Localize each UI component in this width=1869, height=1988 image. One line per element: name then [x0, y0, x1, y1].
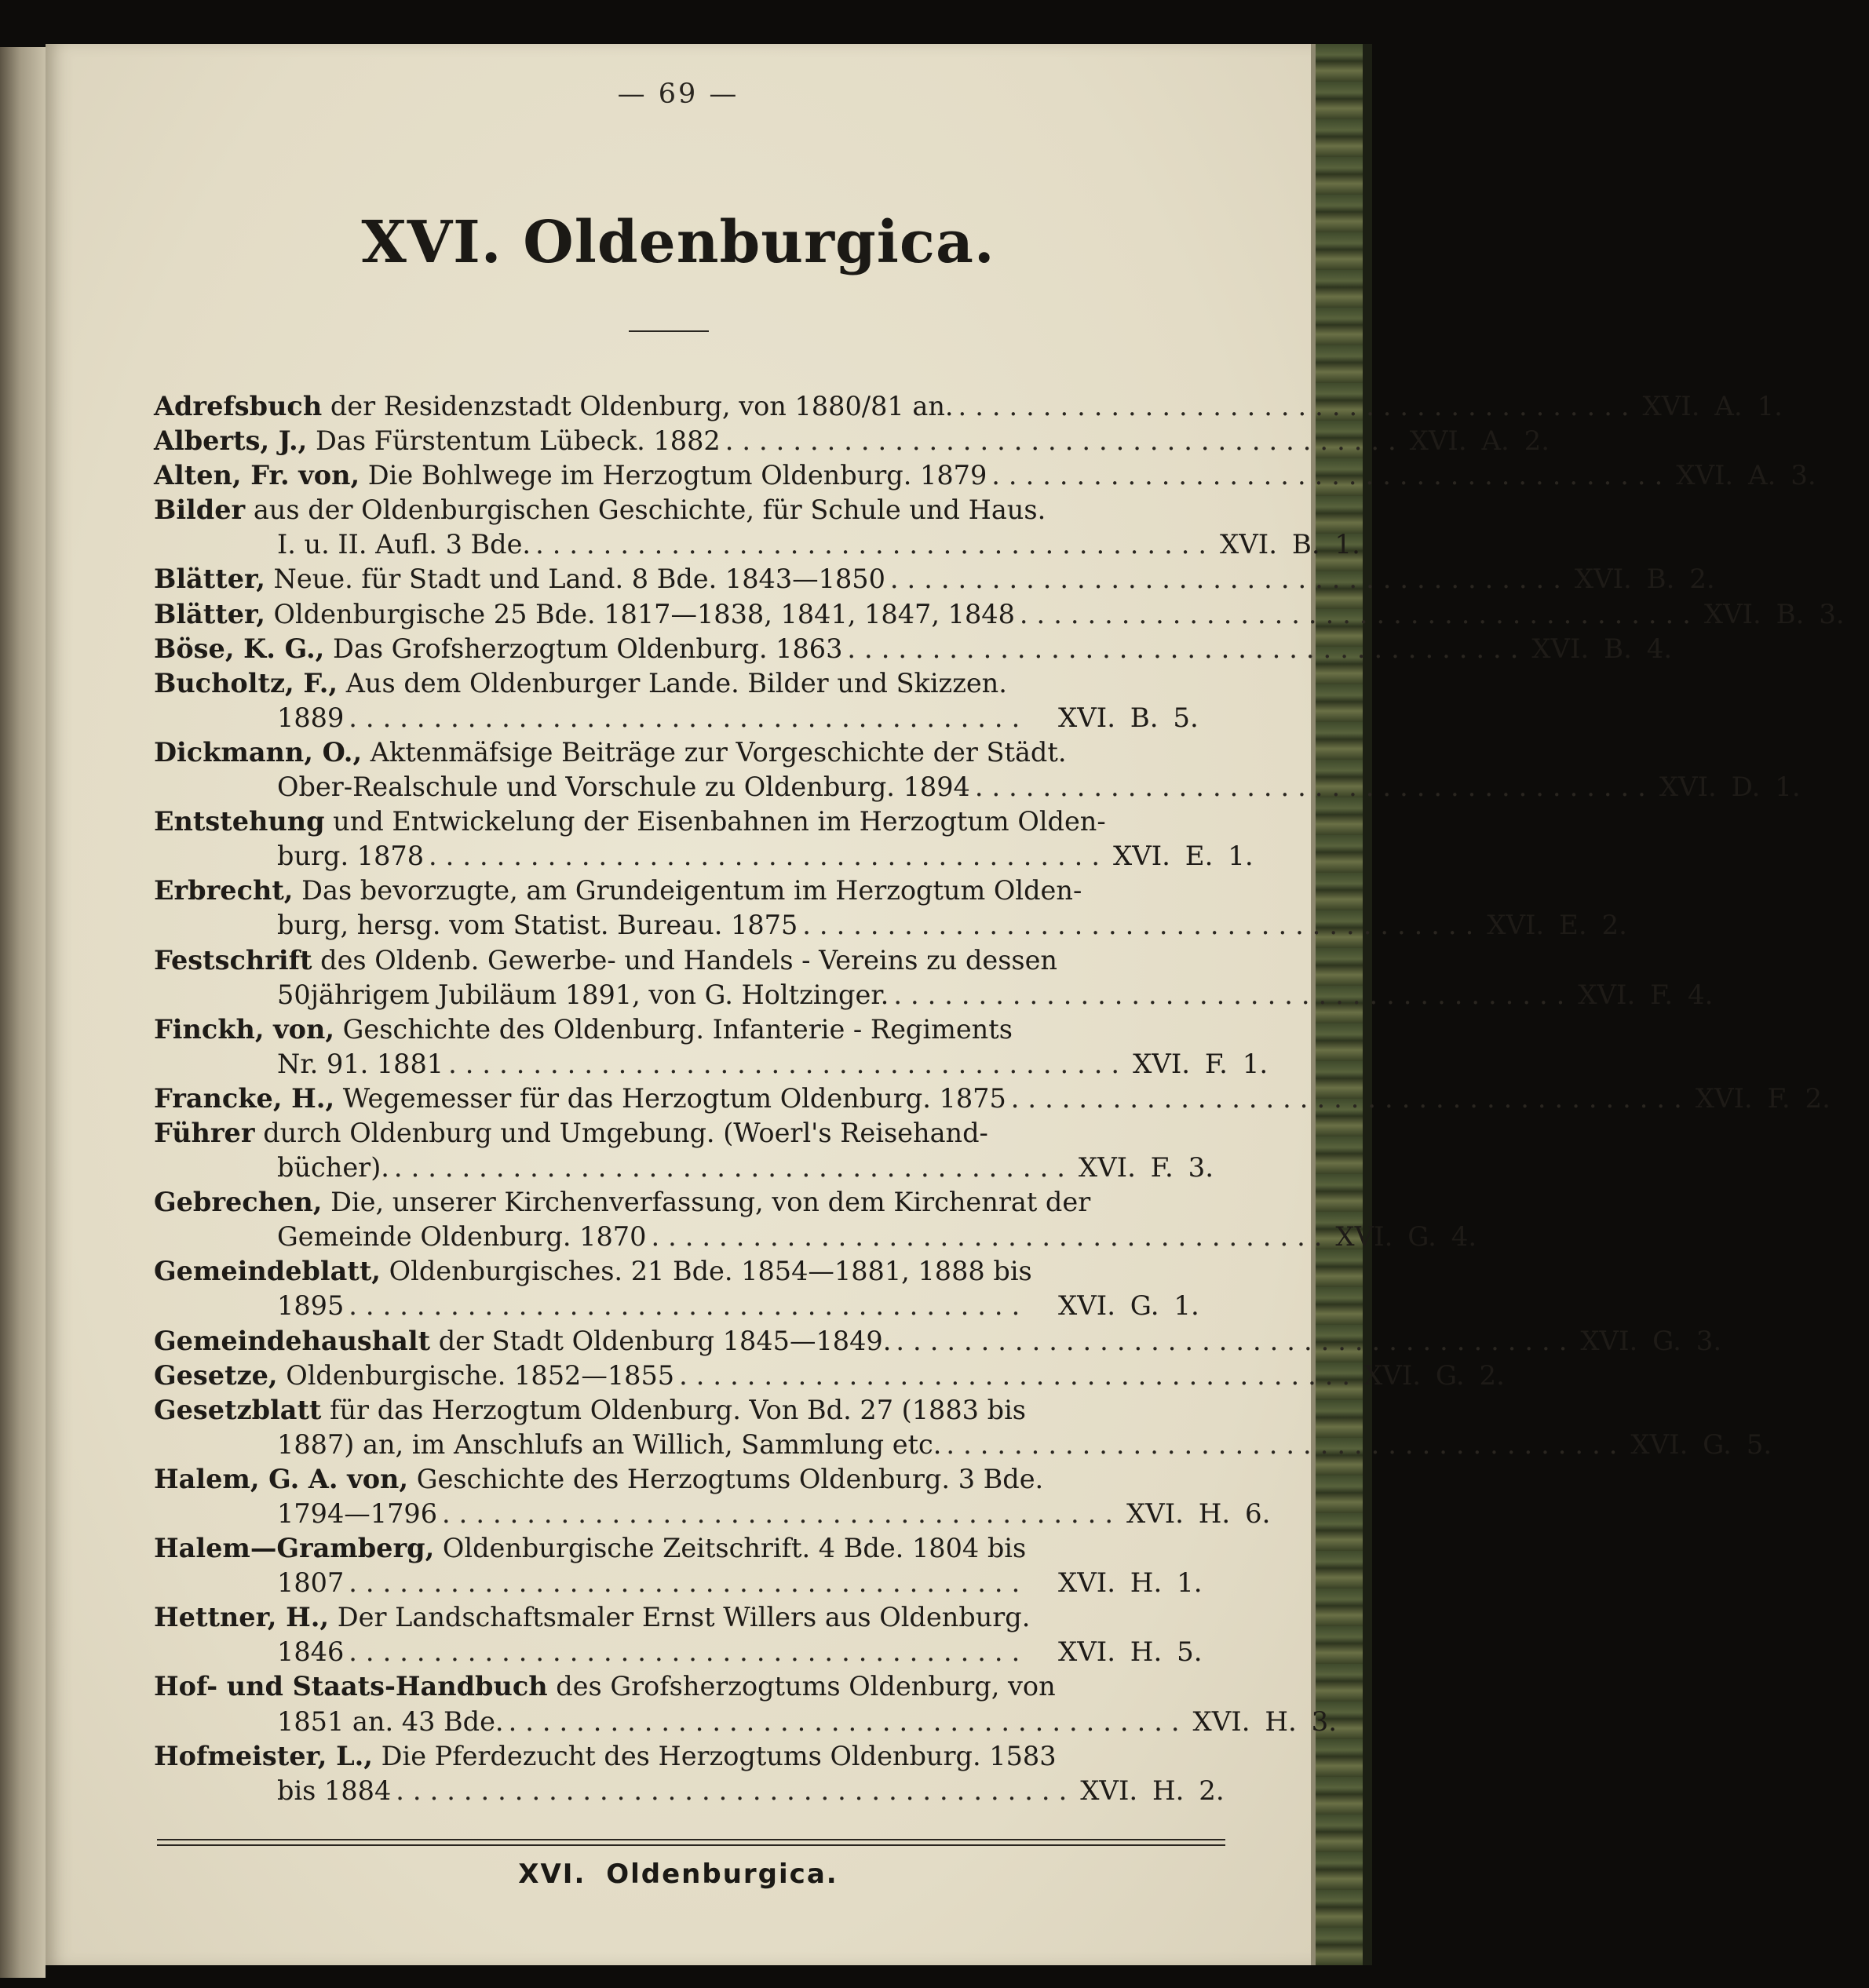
entry-first-line: [154, 1116, 1223, 1151]
shelf-signature: XVI. H. 3.: [1192, 1705, 1338, 1738]
entry-text: [154, 1082, 1006, 1116]
entry-description: des Grofsherzogtums Oldenburg, von: [556, 1671, 1056, 1702]
shelf-signature: XVI. A. 2.: [1409, 425, 1550, 458]
adjacent-page-edge: [0, 47, 46, 1978]
entry-description: Das Fürstentum Lübeck. 1882: [316, 425, 721, 457]
entry-text: [277, 770, 970, 804]
catalogue-entry: [154, 1012, 1269, 1082]
shelf-signature: XVI. H. 5.: [1058, 1636, 1203, 1669]
entry-first-line: [154, 666, 1223, 701]
leader-dots: ........................................: [725, 425, 1405, 457]
entry-text: [277, 1220, 646, 1254]
entry-lemma: Blätter,: [154, 598, 265, 629]
entry-description: für das Herzogtum Oldenburg. Von Bd. 27 (1883 bis: [330, 1394, 1026, 1425]
catalogue-entry: [154, 458, 1816, 493]
leader-dots: ........................................: [396, 1775, 1076, 1806]
page-number: — 69 —: [617, 78, 739, 110]
entry-text: [277, 839, 424, 874]
catalogue-entry: [154, 1185, 1477, 1254]
entry-lemma: Gesetzblatt: [154, 1394, 322, 1425]
entry-continuation-line: [154, 1220, 1477, 1254]
shelf-signature: XVI. A. 1.: [1642, 391, 1783, 422]
leader-dots: ........................................: [535, 529, 1216, 560]
entry-description: Die, unserer Kirchenverfassung, von dem Kirchenrat der: [330, 1187, 1091, 1218]
entry-description: Die Pferdezucht des Herzogtums Oldenburg. 1583: [381, 1740, 1057, 1771]
leader-dots: ........................................: [1010, 1082, 1691, 1114]
entry-lemma: Adrefsbuch: [154, 391, 323, 421]
entry-description: 1889: [277, 702, 345, 733]
entry-continuation-line: [154, 527, 1360, 562]
shelf-signature: XVI. F. 4.: [1578, 979, 1714, 1011]
entry-description: 1794—1796: [277, 1498, 438, 1529]
entry-continuation-line: [154, 1151, 1223, 1185]
leader-dots: ........................................: [946, 1428, 1626, 1460]
catalogue-entry: [154, 493, 1360, 562]
entry-lemma: Hettner, H.,: [154, 1602, 330, 1633]
entry-lemma: Hofmeister, L.,: [154, 1740, 373, 1771]
entry-text: [154, 493, 1046, 527]
entry-description: Geschichte des Oldenburg. Infanterie - Regiments: [342, 1013, 1013, 1045]
catalogue-entry: [154, 666, 1223, 735]
entry-continuation-line: [154, 839, 1254, 874]
leader-dots: ........................................: [802, 910, 1483, 941]
leader-dots: ........................................: [349, 1636, 1029, 1668]
entry-first-line: [154, 1359, 1505, 1393]
entry-description: 1807: [277, 1567, 345, 1599]
entry-first-line: [154, 597, 1845, 632]
entry-description: Geschichte des Herzogtums Oldenburg. 3 Bde.: [416, 1463, 1044, 1494]
shelf-signature: XVI. G. 4.: [1335, 1221, 1477, 1253]
entry-first-line: [154, 1012, 1223, 1047]
entry-continuation-line: [154, 1428, 1772, 1462]
entry-text: [154, 424, 721, 458]
entry-lemma: Führer: [154, 1117, 255, 1148]
entry-first-line: [154, 632, 1673, 666]
entry-text: [277, 527, 531, 562]
entry-lemma: Halem—Gramberg,: [154, 1533, 435, 1564]
entry-text: [154, 1600, 1030, 1635]
entry-text: [154, 735, 1066, 770]
entry-description: Gemeinde Oldenburg. 1870: [277, 1221, 647, 1253]
catalogue-entry: [154, 1462, 1271, 1531]
entry-continuation-line: [154, 770, 1801, 804]
entry-lemma: Halem, G. A. von,: [154, 1463, 409, 1494]
shelf-signature: XVI. B. 2.: [1574, 564, 1715, 596]
entry-description: Aktenmäfsige Beiträge zur Vorgeschichte der Städt.: [370, 736, 1067, 768]
entry-lemma: Gemeindeblatt,: [154, 1256, 381, 1287]
entry-description: bücher).: [277, 1152, 389, 1184]
shelf-signature: XVI. F. 1.: [1133, 1048, 1269, 1080]
entry-text: [154, 1531, 1026, 1566]
entry-first-line: [154, 1185, 1223, 1220]
leader-dots: ........................................: [958, 391, 1638, 421]
entry-lemma: Gebrechen,: [154, 1187, 323, 1218]
entry-continuation-line: [154, 978, 1714, 1012]
shelf-signature: XVI. H. 2.: [1080, 1775, 1225, 1807]
entry-description: Oldenburgisches. 21 Bde. 1854—1881, 1888 bis: [389, 1256, 1032, 1287]
entry-text: [277, 1428, 941, 1462]
catalogue-entry: [154, 1531, 1223, 1600]
entry-description: Oldenburgische 25 Bde. 1817—1838, 1841, 1847, 1848: [273, 598, 1015, 629]
entry-first-line: [154, 943, 1223, 978]
catalogue-entry: [154, 1600, 1223, 1669]
leader-dots: ........................................: [349, 1290, 1029, 1322]
entry-first-line: [154, 1739, 1223, 1774]
heading-rule: [629, 330, 709, 332]
entry-text: [154, 1254, 1032, 1289]
catalogue-entries: [154, 389, 1845, 1808]
entry-lemma: Gesetze,: [154, 1359, 278, 1391]
entry-description: 1851 an. 43 Bde.: [277, 1705, 504, 1737]
leader-dots: ........................................: [889, 564, 1570, 595]
entry-text: [154, 389, 954, 424]
entry-lemma: Gemeindehaushalt: [154, 1325, 431, 1356]
catalogue-entry: [154, 735, 1801, 804]
shelf-signature: XVI. D. 1.: [1659, 771, 1801, 804]
entry-text: [154, 1116, 988, 1151]
entry-text: [154, 1393, 1026, 1428]
entry-text: [154, 1462, 1043, 1497]
entry-text: [154, 804, 1106, 839]
entry-lemma: Francke, H.,: [154, 1082, 335, 1114]
entry-description: burg. 1878: [277, 841, 425, 872]
entry-text: [154, 1012, 1013, 1047]
entry-text: [277, 1705, 504, 1739]
shelf-signature: XVI. E. 1.: [1112, 841, 1254, 873]
entry-text: [154, 597, 1015, 632]
entry-first-line: [154, 458, 1816, 493]
entry-lemma: Bucholtz, F.,: [154, 667, 338, 699]
catalogue-entry: [154, 874, 1627, 943]
entry-text: [277, 1497, 437, 1531]
leader-dots: ........................................: [448, 1048, 1129, 1079]
entry-text: [277, 1047, 444, 1082]
entry-first-line: [154, 1393, 1223, 1428]
entry-description: Das bevorzugte, am Grundeigentum im Herzogtum Olden-: [301, 875, 1082, 906]
entry-first-line: [154, 424, 1550, 458]
entry-description: 1846: [277, 1636, 345, 1668]
shelf-signature: XVI. G. 2.: [1363, 1359, 1505, 1392]
entry-description: 1887) an, im Anschlufs an Willich, Sammlung etc.: [277, 1428, 942, 1460]
leader-dots: ........................................: [429, 841, 1108, 872]
entry-text: [277, 1635, 344, 1669]
entry-text: [277, 1289, 344, 1323]
leader-dots: ........................................: [896, 1325, 1576, 1356]
entry-first-line: [154, 1531, 1223, 1566]
entry-description: Aus dem Oldenburger Lande. Bilder und Skizzen.: [345, 667, 1007, 699]
catalogue-entry: [154, 1359, 1505, 1393]
catalogue-entry: [154, 1324, 1722, 1359]
entry-description: Der Landschaftsmaler Ernst Willers aus Oldenburg.: [337, 1602, 1031, 1633]
book-page: [46, 44, 1845, 1965]
entry-lemma: Entstehung: [154, 806, 325, 837]
entry-description: der Residenzstadt Oldenburg, von 1880/81 an.: [330, 391, 954, 421]
catalogue-entry: [154, 1254, 1223, 1323]
entry-continuation-line: [154, 1047, 1269, 1082]
entry-lemma: Alberts, J.,: [154, 425, 308, 457]
entry-text: [154, 1739, 1057, 1774]
leader-dots: ........................................: [508, 1705, 1188, 1737]
entry-text: [154, 874, 1082, 908]
entry-description: Nr. 91. 1881: [277, 1048, 444, 1079]
entry-text: [277, 978, 889, 1012]
entry-first-line: [154, 874, 1223, 908]
shelf-signature: XVI. E. 2.: [1487, 910, 1627, 942]
entry-lemma: Festschrift: [154, 944, 312, 976]
footer-rule: [157, 1839, 1225, 1846]
entry-text: [154, 666, 1007, 701]
entry-description: bis 1884: [277, 1775, 392, 1806]
entry-description: Die Bohlwege im Herzogtum Oldenburg. 1879: [367, 460, 987, 491]
entry-first-line: [154, 735, 1223, 770]
entry-first-line: [154, 1462, 1223, 1497]
entry-first-line: [154, 562, 1715, 596]
leader-dots: ........................................: [349, 702, 1029, 733]
entry-text: [154, 632, 842, 666]
entry-continuation-line: [154, 1705, 1338, 1739]
entry-first-line: [154, 389, 1783, 424]
entry-text: [154, 1669, 1056, 1704]
catalogue-entry: [154, 1739, 1223, 1808]
leader-dots: ........................................: [442, 1498, 1122, 1529]
entry-description: 50jährigem Jubiläum 1891, von G. Holtzinger.: [277, 979, 889, 1010]
entry-description: Neue. für Stadt und Land. 8 Bde. 1843—1850: [273, 564, 885, 595]
entry-text: [277, 908, 798, 943]
entry-description: Wegemesser für das Herzogtum Oldenburg. 1875: [342, 1082, 1006, 1114]
leader-dots: ........................................: [651, 1221, 1331, 1253]
entry-continuation-line: [154, 1774, 1223, 1808]
entry-lemma: Bilder: [154, 494, 246, 526]
entry-text: [154, 562, 885, 596]
entry-description: Ober-Realschule und Vorschule zu Oldenburg. 1894: [277, 771, 970, 803]
entry-lemma: Böse, K. G.,: [154, 633, 325, 664]
shelf-signature: XVI. G. 5.: [1630, 1428, 1772, 1461]
entry-text: [277, 1566, 344, 1600]
entry-text: [154, 1324, 891, 1359]
leader-dots: ........................................: [349, 1567, 1029, 1599]
entry-description: Oldenburgische. 1852—1855: [286, 1359, 675, 1391]
entry-first-line: [154, 804, 1223, 839]
entry-first-line: [154, 1669, 1223, 1704]
shelf-signature: XVI. F. 2.: [1695, 1082, 1831, 1114]
entry-lemma: Alten, Fr. von,: [154, 460, 360, 491]
running-footer: XVI. Oldenburgica.: [518, 1859, 838, 1890]
entry-text: [277, 1151, 389, 1185]
shelf-signature: XVI. H. 1.: [1058, 1567, 1203, 1600]
entry-description: des Oldenb. Gewerbe- und Handels - Vereins zu dessen: [320, 944, 1057, 976]
leader-dots: ........................................: [893, 979, 1574, 1010]
shelf-signature: XVI. G. 3.: [1580, 1325, 1722, 1357]
entry-description: Oldenburgische Zeitschrift. 4 Bde. 1804 bis: [442, 1533, 1027, 1564]
catalogue-entry: [154, 1669, 1338, 1738]
shelf-signature: XVI. G. 1.: [1058, 1290, 1199, 1322]
entry-description: der Stadt Oldenburg 1845—1849.: [438, 1325, 892, 1356]
leader-dots: ........................................: [847, 633, 1528, 664]
entry-first-line: [154, 1082, 1831, 1116]
entry-text: [154, 1359, 674, 1393]
entry-continuation-line: [154, 1566, 1223, 1600]
entry-continuation-line: [154, 701, 1223, 735]
leader-dots: ........................................: [393, 1152, 1074, 1184]
catalogue-entry: [154, 562, 1715, 596]
catalogue-entry: [154, 943, 1714, 1012]
shelf-signature: XVI. B. 5.: [1058, 702, 1199, 734]
entry-lemma: Hof- und Staats-Handbuch: [154, 1671, 548, 1702]
shelf-signature: XVI. F. 3.: [1078, 1152, 1214, 1184]
entry-text: [277, 701, 344, 735]
leader-dots: ........................................: [974, 771, 1655, 803]
entry-first-line: [154, 1254, 1223, 1289]
shelf-signature: XVI. A. 3.: [1676, 460, 1816, 492]
entry-description: durch Oldenburg und Umgebung. (Woerl's Reisehand-: [263, 1117, 988, 1148]
entry-first-line: [154, 1600, 1223, 1635]
shelf-signature: XVI. H. 6.: [1126, 1498, 1271, 1530]
entry-lemma: Dickmann, O.,: [154, 736, 363, 768]
catalogue-entry: [154, 632, 1673, 666]
entry-description: aus der Oldenburgischen Geschichte, für Schule und Haus.: [253, 494, 1046, 526]
catalogue-entry: [154, 804, 1254, 874]
entry-description: Das Grofsherzogtum Oldenburg. 1863: [333, 633, 843, 664]
entry-text: [154, 943, 1057, 978]
entry-first-line: [154, 1324, 1722, 1359]
catalogue-entry: [154, 1082, 1831, 1116]
entry-lemma: Blätter,: [154, 564, 265, 595]
catalogue-entry: [154, 424, 1550, 458]
entry-continuation-line: [154, 1497, 1271, 1531]
entry-text: [154, 458, 987, 493]
entry-first-line: [154, 493, 1223, 527]
shelf-signature: XVI. B. 3.: [1703, 598, 1845, 630]
entry-description: burg, hersg. vom Statist. Bureau. 1875: [277, 910, 798, 941]
entry-continuation-line: [154, 908, 1627, 943]
entry-description: 1895: [277, 1290, 345, 1322]
shelf-signature: XVI. B. 1.: [1220, 529, 1360, 561]
entry-description: und Entwickelung der Eisenbahnen im Herzogtum Olden-: [333, 806, 1106, 837]
section-heading: XVI. Oldenburgica.: [361, 209, 995, 276]
leader-dots: ........................................: [679, 1359, 1360, 1391]
entry-text: [154, 1185, 1090, 1220]
catalogue-entry: [154, 1393, 1772, 1462]
leader-dots: ........................................: [991, 460, 1672, 491]
entry-lemma: Erbrecht,: [154, 875, 294, 906]
entry-text: [277, 1774, 391, 1808]
entry-description: I. u. II. Aufl. 3 Bde.: [277, 529, 531, 560]
catalogue-entry: [154, 1116, 1223, 1185]
entry-continuation-line: [154, 1635, 1223, 1669]
shelf-signature: XVI. B. 4.: [1531, 633, 1673, 665]
entry-continuation-line: [154, 1289, 1223, 1323]
catalogue-entry: [154, 389, 1783, 424]
entry-lemma: Finckh, von,: [154, 1013, 334, 1045]
catalogue-entry: [154, 597, 1845, 632]
leader-dots: ........................................: [1019, 598, 1699, 629]
